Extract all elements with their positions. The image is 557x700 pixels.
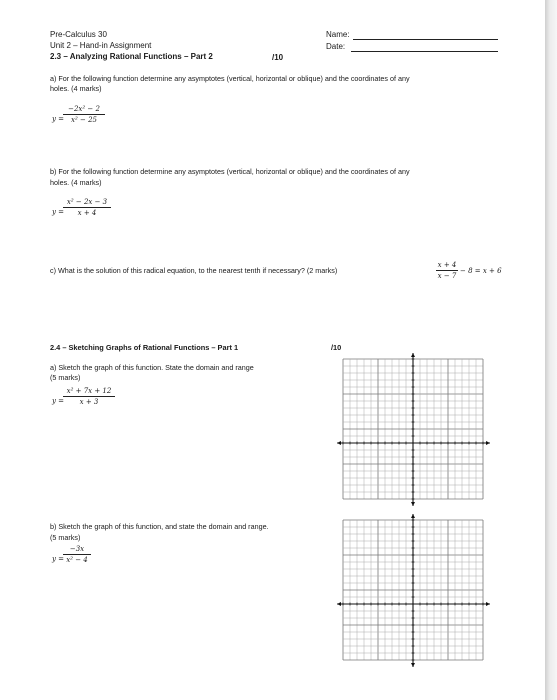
section-score: /10 <box>272 53 284 62</box>
question-b-fraction <box>63 198 111 217</box>
part1-a-text: a) Sketch the graph of this function. State the domain and range <box>50 363 254 372</box>
question-c-denominator: x − 7 <box>437 272 457 280</box>
part1-a-fraction <box>63 387 115 406</box>
question-a-marks: holes. (4 marks) <box>50 84 102 93</box>
question-b-marks: holes. (4 marks) <box>50 178 102 187</box>
question-c-equation-rest: − 8 = x + 6 <box>460 267 502 275</box>
date-label: Date: <box>326 42 346 51</box>
part1-b-marks: (5 marks) <box>50 533 81 542</box>
question-b-y: y = <box>52 208 65 216</box>
question-b-denominator: x + 4 <box>77 209 97 217</box>
part1-b-fraction <box>63 545 91 564</box>
graph-grid-a[interactable] <box>336 352 491 507</box>
question-a-numerator: −2x² − 2 <box>68 105 100 113</box>
name-label: Name: <box>326 30 350 39</box>
question-c-numerator: x + 4 <box>437 261 457 269</box>
part1-a-y: y = <box>52 397 65 405</box>
graph-grid-b[interactable] <box>336 513 491 668</box>
question-a-text: a) For the following function determine any asymptotes (vertical, horizontal or oblique) and the coordinates of any <box>50 74 410 83</box>
part1-a-numerator: x² + 7x + 12 <box>66 387 112 395</box>
question-a-denominator: x² − 25 <box>71 116 97 124</box>
part1-b-numerator: −3x <box>69 545 85 553</box>
page-edge-shadow <box>545 0 557 700</box>
course-title: Pre-Calculus 30 <box>50 30 107 39</box>
part1-b-y: y = <box>52 555 65 563</box>
unit-title: Unit 2 – Hand-in Assignment <box>50 41 152 50</box>
name-line[interactable] <box>353 39 498 40</box>
date-line[interactable] <box>351 51 498 52</box>
question-c-text: c) What is the solution of this radical equation, to the nearest tenth if necessary? (2 marks) <box>50 266 338 275</box>
question-b-text: b) For the following function determine any asymptotes (vertical, horizontal or oblique) and the coordinates of any <box>50 167 410 176</box>
question-a-y: y = <box>52 115 65 123</box>
part1-b-denominator: x² − 4 <box>66 556 88 564</box>
question-a-fraction <box>63 105 105 124</box>
part1-a-marks: (5 marks) <box>50 373 81 382</box>
part1-title: 2.4 – Sketching Graphs of Rational Functions – Part 1 <box>50 343 239 352</box>
question-b-numerator: x² − 2x − 3 <box>66 198 108 206</box>
part1-a-denominator: x + 3 <box>79 398 99 406</box>
section-title: 2.3 – Analyzing Rational Functions – Part 2 <box>50 52 213 61</box>
question-c-fraction <box>436 261 458 280</box>
part1-b-text: b) Sketch the graph of this function, and state the domain and range. <box>50 522 269 531</box>
part1-score: /10 <box>331 343 342 352</box>
